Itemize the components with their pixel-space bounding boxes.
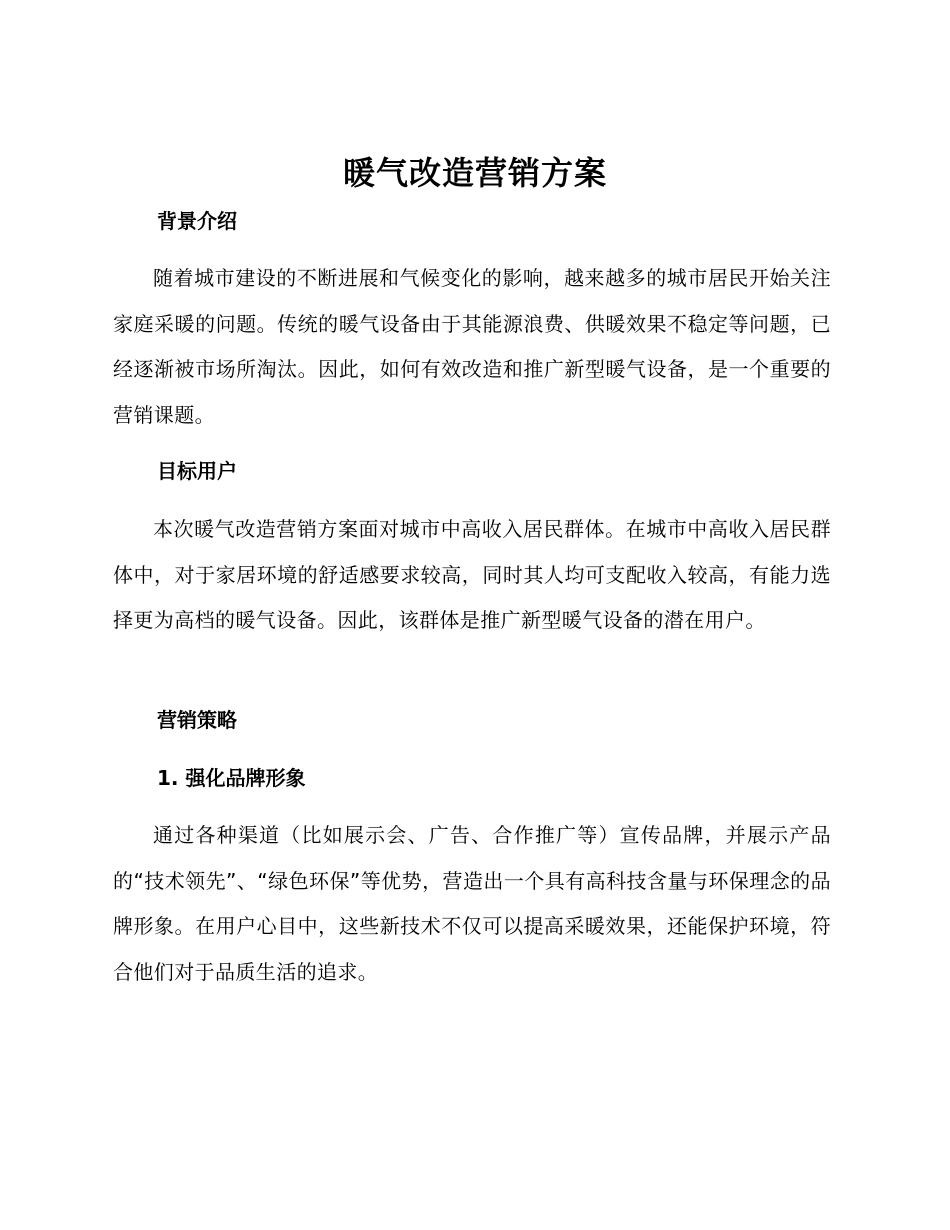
section-paragraph-brand-image: 通过各种渠道（比如展示会、广告、合作推广等）宣传品牌，并展示产品的“技术领先”、“绿色环保”等优势，营造出一个具有高科技含量与环保理念的品牌形象。在用户心目中，这些新技术不仅可以提高采暖效果，还能保护环境，符合他们对于品质生活的追求。: [113, 823, 831, 984]
subsection-heading-brand-image: 1. 强化品牌形象: [157, 766, 306, 790]
document-title: 暖气改造营销方案: [342, 154, 607, 192]
section-heading-target-users: 目标用户: [157, 459, 237, 483]
section-heading-marketing-strategy: 营销策略: [157, 708, 237, 732]
section-paragraph-background: 随着城市建设的不断进展和气候变化的影响，越来越多的城市居民开始关注家庭采暖的问题。传统的暖气设备由于其能源浪费、供暖效果不稳定等问题，已经逐渐被市场所淘汰。因此，如何有效改造和推广新型暖气设备，是一个重要的营销课题。: [113, 266, 831, 427]
section-heading-background: 背景介绍: [157, 209, 237, 233]
section-paragraph-target-users: 本次暖气改造营销方案面对城市中高收入居民群体。在城市中高收入居民群体中，对于家居环境的舒适感要求较高，同时其人均可支配收入较高，有能力选择更为高档的暖气设备。因此，该群体是推广新型暖气设备的潜在用户。: [113, 517, 831, 632]
